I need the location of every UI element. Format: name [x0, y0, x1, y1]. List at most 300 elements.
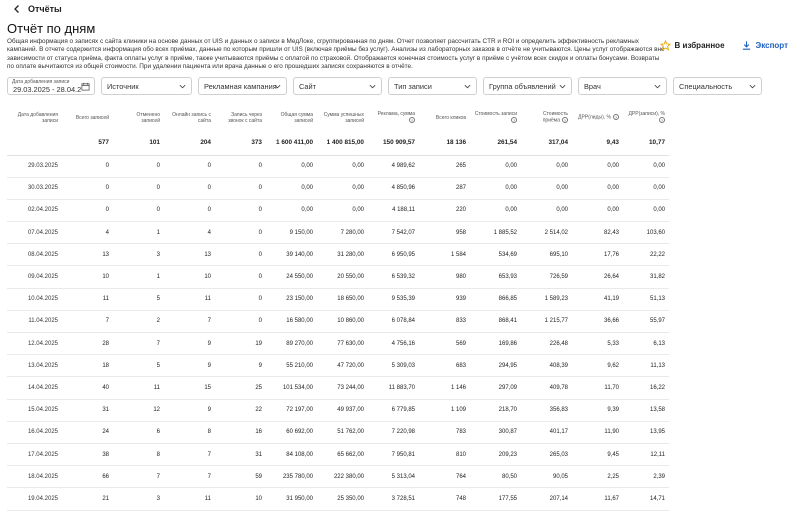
table-cell: 866,85 [470, 288, 521, 310]
table-cell: 60 692,00 [266, 421, 317, 443]
table-cell: 24 [62, 421, 113, 443]
table-cell: 764 [419, 466, 470, 488]
table-cell: 726,59 [521, 266, 572, 288]
table-cell: 55 210,00 [266, 355, 317, 377]
table-cell: 3 [113, 488, 164, 510]
table-cell: 5,33 [572, 333, 623, 355]
cell-date: 10.04.2025 [7, 288, 62, 310]
table-cell: 209,23 [470, 443, 521, 465]
table-cell: 12 [113, 399, 164, 421]
table-cell: 72 197,00 [266, 399, 317, 421]
table-cell: 16 [215, 421, 266, 443]
table-cell: 653,93 [470, 266, 521, 288]
table-cell: 0,00 [317, 177, 368, 199]
table-cell: 297,09 [470, 377, 521, 399]
table-cell: 15 [164, 377, 215, 399]
table-cell: 868,41 [470, 310, 521, 332]
table-cell: 10,77 [623, 131, 669, 155]
table-cell: 51,13 [623, 288, 669, 310]
export-button[interactable] [741, 40, 788, 51]
table-cell: 810 [419, 443, 470, 465]
star-icon [660, 40, 671, 51]
chevron-down-icon [179, 83, 186, 90]
table-cell: 5 313,04 [368, 466, 419, 488]
table-cell: 0,00 [521, 177, 572, 199]
table-cell: 0 [164, 199, 215, 221]
table-cell: 22,22 [623, 244, 669, 266]
table-cell: 9,45 [572, 443, 623, 465]
table-cell: 7 [164, 443, 215, 465]
table-cell: 6 950,95 [368, 244, 419, 266]
table-cell: 47 720,00 [317, 355, 368, 377]
table-cell: 31 [62, 399, 113, 421]
table-cell: 23 150,00 [266, 288, 317, 310]
table-cell: 5 309,03 [368, 355, 419, 377]
table-cell: 11,90 [572, 421, 623, 443]
table-cell: 11,70 [572, 377, 623, 399]
table-row [7, 466, 669, 488]
cell-date: 09.04.2025 [7, 266, 62, 288]
table-cell: 294,95 [470, 355, 521, 377]
table-cell: 10 [164, 266, 215, 288]
table-cell: 0,00 [266, 177, 317, 199]
table-cell: 38 [62, 443, 113, 465]
cell-date: 02.04.2025 [7, 199, 62, 221]
ad-group-select[interactable] [483, 77, 572, 95]
table-cell: 13,58 [623, 399, 669, 421]
table-cell: 0,00 [470, 155, 521, 177]
cell-date: 15.04.2025 [7, 399, 62, 421]
date-range-input[interactable] [7, 77, 95, 95]
table-row [7, 377, 669, 399]
table-cell: 1 109 [419, 399, 470, 421]
table-cell: 0 [62, 199, 113, 221]
table-cell: 31 280,00 [317, 244, 368, 266]
table-cell: 1 600 411,00 [266, 131, 317, 155]
table-cell: 218,70 [470, 399, 521, 421]
table-cell: 103,60 [623, 222, 669, 244]
specialty-select-label: Специальность [679, 81, 733, 91]
table-cell: 7 [164, 310, 215, 332]
col-header-drr-records[interactable] [623, 104, 669, 131]
table-cell: 17,76 [572, 244, 623, 266]
table-cell: 0,00 [470, 177, 521, 199]
campaign-select[interactable] [198, 77, 287, 95]
table-cell: 220 [419, 199, 470, 221]
table-cell: 7 [164, 466, 215, 488]
table-cell: 7 950,81 [368, 443, 419, 465]
table-cell: 10 [62, 266, 113, 288]
date-range-value: 29.03.2025 - 28.04.2 [13, 84, 82, 94]
table-cell: 783 [419, 421, 470, 443]
table-row [7, 443, 669, 465]
table-cell: 204 [164, 131, 215, 155]
table-cell: 6 078,84 [368, 310, 419, 332]
table-cell: 13 [164, 244, 215, 266]
col-header-drr-leads-label: ДРР(лиды), % [578, 114, 611, 121]
table-cell: 150 909,57 [368, 131, 419, 155]
table-cell: 59 [215, 466, 266, 488]
table-cell: 31 [215, 443, 266, 465]
col-header-callback[interactable]: Запись через звонок с сайта [228, 111, 262, 124]
table-cell: 317,04 [521, 131, 572, 155]
table-cell: 0,00 [572, 155, 623, 177]
table-cell: 4 [62, 222, 113, 244]
info-icon[interactable]: ? [660, 118, 664, 124]
table-cell: 28 [62, 333, 113, 355]
table-cell: 683 [419, 355, 470, 377]
chevron-left-icon [12, 4, 22, 14]
report-description: Общая информация о записях с сайта клиники на основе данных от UIS и данных о записи в МедЛоке, сгруппированная по дням. Отчет позволяет рассчитать CTR и ROI и определить эффективность рекламных кампаний. В отчете содержится информация обо всех приёмах, данные по которым пришли от UIS (включая приёмы без услуг). Анализы из лабораторных заказов в отчёте не учитываются. Цены услуг отображаются вне зависимости от статуса приёма, факта оплаты услуг в приёме, также учитываются приёмы с оплатой по страховой. Отображается конечная стоимость услуг в приёме с учётом всех скидок и оплаты бонусами. Возвраты по оплате вычитаются из общей стоимости. При удалении пациента или врача данные о его прошедших записях сохраняются в отчёте. [7, 38, 665, 70]
table-cell: 9 [164, 333, 215, 355]
doctor-select-label: Врач [584, 81, 601, 91]
table-cell: 0 [215, 266, 266, 288]
table-cell: 287 [419, 177, 470, 199]
table-cell: 16 580,00 [266, 310, 317, 332]
table-cell: 8 [164, 421, 215, 443]
info-icon[interactable]: ? [563, 118, 567, 124]
table-cell: 20 550,00 [317, 266, 368, 288]
source-select-label: Источник [107, 81, 139, 91]
col-header-total-records[interactable]: Всего записей [75, 114, 109, 121]
table-cell: 7 [113, 333, 164, 355]
col-header-visit-cost[interactable] [521, 104, 572, 131]
cell-date: 18.04.2025 [7, 466, 62, 488]
col-header-clicks[interactable]: Всего кликов [435, 114, 466, 121]
table-cell: 569 [419, 333, 470, 355]
table-row [7, 399, 669, 421]
cell-date: 30.03.2025 [7, 177, 62, 199]
col-header-date[interactable]: Дата добавления записи [17, 111, 58, 124]
table-cell: 77 630,00 [317, 333, 368, 355]
table-cell: 0,00 [623, 199, 669, 221]
page-title: Отчёт по дням [7, 21, 96, 36]
table-cell: 14,71 [623, 488, 669, 510]
table-cell: 0 [62, 155, 113, 177]
table-cell: 373 [215, 131, 266, 155]
table-cell: 0,00 [572, 199, 623, 221]
col-header-record-cost[interactable] [470, 104, 521, 131]
table-cell: 25 [215, 377, 266, 399]
table-cell: 0 [113, 199, 164, 221]
table-cell: 10 [215, 488, 266, 510]
table-cell: 82,43 [572, 222, 623, 244]
table-cell: 7 220,98 [368, 421, 419, 443]
table-cell: 235 780,00 [266, 466, 317, 488]
back-to-reports-link[interactable] [12, 4, 62, 14]
table-cell: 89 270,00 [266, 333, 317, 355]
table-cell: 0 [113, 177, 164, 199]
table-cell: 9 [164, 399, 215, 421]
source-select[interactable] [101, 77, 192, 95]
table-cell: 0,00 [470, 199, 521, 221]
table-cell: 1 215,77 [521, 310, 572, 332]
table-cell: 0 [215, 288, 266, 310]
table-row [7, 488, 669, 510]
table-cell: 6,13 [623, 333, 669, 355]
col-header-online[interactable]: Онлайн запись с сайта [172, 111, 211, 124]
table-cell: 261,54 [470, 131, 521, 155]
back-label: Отчёты [28, 4, 62, 14]
chevron-down-icon [654, 83, 661, 90]
table-cell: 11 [164, 488, 215, 510]
totals-row [7, 131, 669, 155]
table-cell: 41,19 [572, 288, 623, 310]
cell-date: 11.04.2025 [7, 310, 62, 332]
table-row [7, 177, 669, 199]
col-header-drr-leads[interactable] [572, 104, 623, 131]
table-cell: 0 [164, 155, 215, 177]
col-header-success-sum[interactable]: Сумма успешных записей [323, 111, 364, 124]
table-cell: 80,50 [470, 466, 521, 488]
report-table [7, 104, 669, 511]
table-cell: 101 [113, 131, 164, 155]
table-cell: 2,25 [572, 466, 623, 488]
table-cell: 11 [164, 288, 215, 310]
table-cell: 0 [164, 177, 215, 199]
table-cell: 84 108,00 [266, 443, 317, 465]
table-row [7, 222, 669, 244]
col-header-ad-sum[interactable] [368, 104, 419, 131]
table-cell: 0 [62, 177, 113, 199]
table-cell: 356,83 [521, 399, 572, 421]
table-cell: 8 [113, 443, 164, 465]
table-cell: 169,86 [470, 333, 521, 355]
export-label: Экспорт [755, 41, 788, 50]
table-cell: 748 [419, 488, 470, 510]
add-to-favorites-button[interactable] [660, 40, 725, 51]
table-cell: 11 [113, 377, 164, 399]
table-cell: 0,00 [623, 155, 669, 177]
table-cell: 24 550,00 [266, 266, 317, 288]
table-cell: 980 [419, 266, 470, 288]
table-cell: 300,87 [470, 421, 521, 443]
table-cell: 55,97 [623, 310, 669, 332]
table-row [7, 288, 669, 310]
table-row [7, 355, 669, 377]
table-cell: 11,13 [623, 355, 669, 377]
favorite-label: В избранное [674, 41, 725, 50]
table-cell: 0 [215, 222, 266, 244]
table-cell: 958 [419, 222, 470, 244]
table-row [7, 199, 669, 221]
table-cell: 66 [62, 466, 113, 488]
table-cell: 90,05 [521, 466, 572, 488]
table-cell: 65 662,00 [317, 443, 368, 465]
table-cell: 3 728,51 [368, 488, 419, 510]
table-cell: 833 [419, 310, 470, 332]
table-cell: 5 [113, 288, 164, 310]
table-cell: 25 350,00 [317, 488, 368, 510]
table-cell: 7 [62, 310, 113, 332]
info-icon[interactable]: ? [614, 115, 618, 121]
chevron-down-icon [369, 83, 376, 90]
chevron-down-icon [559, 83, 566, 90]
col-header-cancelled[interactable]: Отменено записей [136, 111, 160, 124]
table-cell: 408,39 [521, 355, 572, 377]
cell-date [7, 131, 62, 155]
table-cell: 11 883,70 [368, 377, 419, 399]
table-cell: 2 [113, 310, 164, 332]
table-cell: 265,03 [521, 443, 572, 465]
site-select-label: Сайт [299, 81, 317, 91]
table-cell: 9 150,00 [266, 222, 317, 244]
info-icon[interactable]: ? [410, 118, 414, 124]
table-row [7, 155, 669, 177]
record-type-select[interactable] [388, 77, 477, 95]
cell-date: 16.04.2025 [7, 421, 62, 443]
table-cell: 39 140,00 [266, 244, 317, 266]
table-cell: 3 [113, 244, 164, 266]
table-cell: 101 534,00 [266, 377, 317, 399]
table-cell: 207,14 [521, 488, 572, 510]
table-cell: 16,22 [623, 377, 669, 399]
filters-bar [7, 77, 762, 95]
site-select[interactable] [293, 77, 382, 95]
table-cell: 534,69 [470, 244, 521, 266]
table-cell: 0,00 [623, 177, 669, 199]
table-cell: 4 756,16 [368, 333, 419, 355]
table-cell: 0,00 [266, 199, 317, 221]
table-row [7, 421, 669, 443]
col-header-visit-cost-label: Стоимость приёма [542, 111, 568, 124]
table-cell: 13,95 [623, 421, 669, 443]
table-cell: 1 [113, 266, 164, 288]
table-cell: 7 542,07 [368, 222, 419, 244]
table-cell: 40 [62, 377, 113, 399]
table-cell: 939 [419, 288, 470, 310]
table-cell: 18 650,00 [317, 288, 368, 310]
table-cell: 0 [215, 155, 266, 177]
ad-group-select-label: Группа объявлений [489, 81, 556, 91]
chevron-down-icon [274, 83, 281, 90]
table-cell: 1 885,52 [470, 222, 521, 244]
table-cell: 7 280,00 [317, 222, 368, 244]
table-cell: 51 762,00 [317, 421, 368, 443]
table-cell: 19 [215, 333, 266, 355]
table-cell: 401,17 [521, 421, 572, 443]
col-header-record-cost-label: Стоимость записи [474, 111, 517, 118]
table-row [7, 333, 669, 355]
table-row [7, 244, 669, 266]
table-cell: 0,00 [521, 155, 572, 177]
campaign-select-label: Рекламная кампания [204, 81, 277, 91]
table-cell: 9 535,39 [368, 288, 419, 310]
table-cell: 695,10 [521, 244, 572, 266]
table-cell: 409,78 [521, 377, 572, 399]
cell-date: 14.04.2025 [7, 377, 62, 399]
table-cell: 1 589,23 [521, 288, 572, 310]
table-cell: 1 584 [419, 244, 470, 266]
calendar-icon[interactable] [81, 82, 90, 91]
table-cell: 73 244,00 [317, 377, 368, 399]
table-cell: 11 [62, 288, 113, 310]
cell-date: 29.03.2025 [7, 155, 62, 177]
table-cell: 4 850,96 [368, 177, 419, 199]
table-cell: 1 146 [419, 377, 470, 399]
table-cell: 21 [62, 488, 113, 510]
date-range-label: Дата добавления записи [12, 79, 70, 85]
page-actions [660, 40, 788, 51]
table-cell: 0,00 [317, 199, 368, 221]
chevron-down-icon [464, 83, 471, 90]
chevron-down-icon [749, 83, 756, 90]
table-cell: 0,00 [521, 199, 572, 221]
specialty-select[interactable] [673, 77, 762, 95]
table-cell: 1 400 815,00 [317, 131, 368, 155]
table-cell: 13 [62, 244, 113, 266]
table-cell: 36,66 [572, 310, 623, 332]
table-cell: 18 136 [419, 131, 470, 155]
table-cell: 11,67 [572, 488, 623, 510]
table-cell: 0 [215, 244, 266, 266]
cell-date: 08.04.2025 [7, 244, 62, 266]
table-cell: 0,00 [317, 155, 368, 177]
table-cell: 222 380,00 [317, 466, 368, 488]
table-cell: 9,39 [572, 399, 623, 421]
col-header-ad-sum-label: Реклама, сумма [377, 111, 415, 118]
table-cell: 7 [113, 466, 164, 488]
table-cell: 6 [113, 421, 164, 443]
table-cell: 0 [215, 199, 266, 221]
col-header-drr-records-label: ДРР(записи), % [628, 111, 665, 118]
cell-date: 13.04.2025 [7, 355, 62, 377]
record-type-select-label: Тип записи [394, 81, 432, 91]
cell-date: 17.04.2025 [7, 443, 62, 465]
doctor-select[interactable] [578, 77, 667, 95]
table-cell: 0 [215, 177, 266, 199]
table-cell: 9 [215, 355, 266, 377]
download-icon [741, 40, 752, 51]
table-cell: 9,43 [572, 131, 623, 155]
table-cell: 12,11 [623, 443, 669, 465]
table-row [7, 310, 669, 332]
table-cell: 5 [113, 355, 164, 377]
cell-date: 07.04.2025 [7, 222, 62, 244]
table-cell: 0 [215, 310, 266, 332]
table-cell: 0 [113, 155, 164, 177]
table-cell: 49 937,00 [317, 399, 368, 421]
table-cell: 2,39 [623, 466, 669, 488]
table-cell: 265 [419, 155, 470, 177]
table-cell: 4 989,62 [368, 155, 419, 177]
table-cell: 577 [62, 131, 113, 155]
table-cell: 31 950,00 [266, 488, 317, 510]
table-cell: 0,00 [266, 155, 317, 177]
table-cell: 22 [215, 399, 266, 421]
table-cell: 10 860,00 [317, 310, 368, 332]
table-cell: 177,55 [470, 488, 521, 510]
table-cell: 18 [62, 355, 113, 377]
cell-date: 12.04.2025 [7, 333, 62, 355]
table-header-row [7, 104, 669, 131]
table-cell: 26,64 [572, 266, 623, 288]
table-cell: 4 188,11 [368, 199, 419, 221]
table-cell: 31,82 [623, 266, 669, 288]
table-cell: 4 [164, 222, 215, 244]
cell-date: 19.04.2025 [7, 488, 62, 510]
table-cell: 6 779,85 [368, 399, 419, 421]
table-cell: 6 539,32 [368, 266, 419, 288]
table-cell: 9 [164, 355, 215, 377]
table-row [7, 266, 669, 288]
table-cell: 1 [113, 222, 164, 244]
table-cell: 9,62 [572, 355, 623, 377]
table-cell: 2 514,02 [521, 222, 572, 244]
info-icon[interactable]: ? [512, 118, 516, 124]
table-cell: 226,48 [521, 333, 572, 355]
col-header-total-sum[interactable]: Общая сумма записей [280, 111, 313, 124]
